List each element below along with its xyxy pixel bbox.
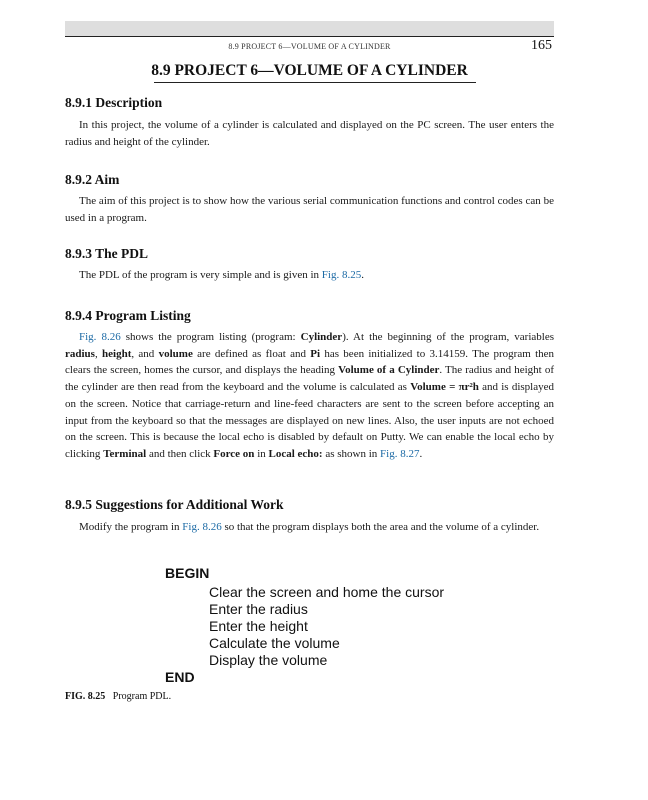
page-number: 165 <box>531 38 552 53</box>
heading-program-listing: 8.9.4 Program Listing <box>65 308 191 323</box>
running-header <box>65 36 554 53</box>
bold-term: Volume of a Cylinder <box>338 364 440 377</box>
listing-text: . The radius and height of the cylinder are then read from the keyboard and the volume is calculated as <box>65 364 554 394</box>
listing-text: and then click <box>146 447 214 460</box>
figure-caption-text: Program PDL. <box>112 691 172 702</box>
bold-term: radius <box>65 347 95 360</box>
pdl-end: END <box>165 669 195 685</box>
figure-ref-link[interactable]: Fig. 8.27 <box>380 447 420 460</box>
pdl-text-before: The PDL of the program is very simple and is given in <box>79 269 322 281</box>
volume-formula: Volume = πr²h <box>410 381 479 394</box>
listing-text: . <box>419 447 423 460</box>
paragraph-suggestions <box>65 519 554 536</box>
listing-text: are defined as float and <box>192 347 311 360</box>
figure-label: FIG. 8.25 <box>65 691 106 702</box>
description-text: In this project, the volume of a cylinder is calculated and displayed on the PC screen. The user enters the radius and height of the cylinder. <box>65 119 554 148</box>
figure-ref-link[interactable]: Fig. 8.26 <box>182 521 222 533</box>
pdl-begin: BEGIN <box>165 565 210 581</box>
paragraph-pdl <box>65 267 554 284</box>
heading-pdl: 8.9.3 The PDL <box>65 246 149 261</box>
figure-ref-link[interactable]: Fig. 8.26 <box>79 331 121 343</box>
listing-text: , and <box>131 347 159 360</box>
listing-text: , <box>94 347 103 360</box>
figure-ref-link[interactable]: Fig. 8.25 <box>321 269 362 281</box>
paragraph-program-listing <box>65 329 554 463</box>
heading-suggestions: 8.9.5 Suggestions for Additional Work <box>65 497 284 512</box>
pdl-step: Clear the screen and home the cursor <box>209 584 445 600</box>
suggestions-text-before: Modify the program in <box>79 521 183 533</box>
pdl-step: Display the volume <box>209 652 328 668</box>
bold-term: volume <box>158 347 193 360</box>
bold-term: Local echo: <box>268 447 323 460</box>
pdl-step: Calculate the volume <box>209 635 340 651</box>
paragraph-aim <box>65 193 554 226</box>
pdl-text-after: . <box>361 269 364 281</box>
heading-description: 8.9.1 Description <box>65 95 163 110</box>
listing-text: in <box>254 447 269 460</box>
bold-term: height <box>102 347 132 360</box>
section-title-rule <box>154 82 476 83</box>
heading-aim: 8.9.2 Aim <box>65 172 120 187</box>
listing-text: and is displayed on the screen. Notice that carriage-return and line-feed characters are sent to the screen before accepting an input from the keyboard so that the messages are displayed on new lines. Also, the user inputs are not echoed on the screen. This is because the local echo is disabled by default on Putty. We can enable the local echo by clicking <box>65 381 554 460</box>
pdl-step: Enter the radius <box>209 601 308 617</box>
bold-term: Terminal <box>103 447 147 460</box>
aim-text: The aim of this project is to show how the various serial communication functions and control codes can be used in a program. <box>65 195 554 224</box>
bold-term: Pi <box>310 347 321 360</box>
listing-text: as shown in <box>322 447 381 460</box>
figure-caption <box>65 691 171 702</box>
suggestions-text-after: so that the program displays both the area and the volume of a cylinder. <box>221 521 540 533</box>
top-scan-band <box>65 21 554 36</box>
listing-text: has been initialized to 3.14159. The program then clears the screen, homes the cursor, and displays the heading <box>65 347 555 377</box>
listing-text: shows the program listing (program: <box>120 331 301 343</box>
bold-term: Cylinder <box>300 331 343 343</box>
paragraph-description <box>65 117 554 150</box>
running-title: 8.9 PROJECT 6—VOLUME OF A CYLINDER <box>228 42 391 51</box>
pdl-step: Enter the height <box>209 618 308 634</box>
section-title: 8.9 PROJECT 6—VOLUME OF A CYLINDER <box>151 62 468 79</box>
listing-text: ). At the beginning of the program, variables <box>342 331 554 343</box>
bold-term: Force on <box>213 447 255 460</box>
